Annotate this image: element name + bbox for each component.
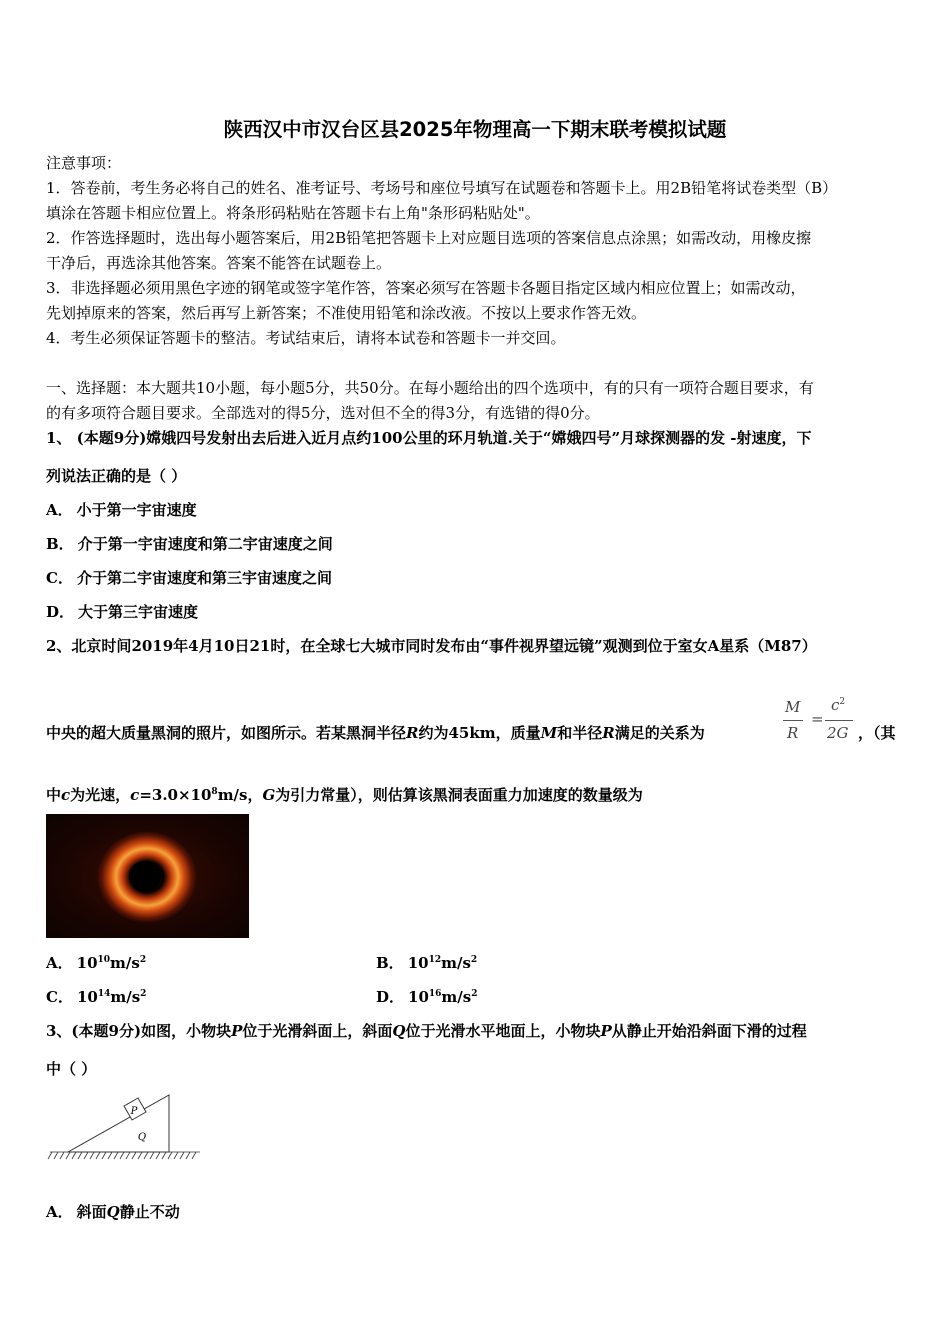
notice-line: 干净后，再选涂其他答案。答案不能答在试题卷上。	[46, 254, 392, 272]
question-2-stem-line3: 中c为光速，$c=3.0\times 10^8m/s$，G为引力常量），则估算该黑洞表面重力加速度的数量级为	[46, 786, 643, 804]
question-2-option-c: C． $10^{14}m/s^2$	[46, 988, 147, 1006]
mass-radius-formula	[783, 698, 855, 748]
formula-numerator-c: $c^2$	[831, 696, 846, 714]
formula-denominator-r: R	[787, 724, 799, 742]
notice-line: 4．考生必须保证答题卡的整洁。考试结束后，请将本试卷和答题卡一并交回。	[46, 329, 566, 347]
formula-equals: =	[811, 710, 824, 728]
notice-line: 1．答卷前，考生务必将自己的姓名、准考证号、考场号和座位号填写在试题卷和答题卡上。用2B铅笔将试卷类型（B）	[46, 179, 838, 197]
question-3-stem: 中（ ）	[46, 1060, 97, 1078]
block-p-label: P	[130, 1106, 138, 1117]
question-1-stem: 1、 (本题9分)嫦娥四号发射出去后进入近月点约100公里的环月轨道.关于“嫦娥四号”月球探测器的发 -射速度，下	[46, 429, 812, 447]
notice-line: 2．作答选择题时，选出每小题答案后，用2B铅笔把答题卡上对应题目选项的答案信息点涂黑；如需改动，用橡皮擦	[46, 229, 812, 247]
question-2-stem-tail: ，（其	[858, 724, 896, 742]
formula-numerator-m: M	[785, 698, 801, 716]
question-1-option-a: A． 小于第一宇宙速度	[46, 501, 197, 519]
question-2-option-a: A． $10^{10}m/s^2$	[46, 954, 147, 972]
question-1-option-b: B． 介于第一宇宙速度和第二宇宙速度之间	[46, 535, 333, 553]
question-1-option-c: C． 介于第二宇宙速度和第三宇宙速度之间	[46, 569, 332, 587]
incline-q-label: Q	[137, 1132, 147, 1143]
notice-line: 先划掉原来的答案，然后再写上新答案；不准使用铅笔和涂改液。不按以上要求作答无效。	[46, 304, 647, 322]
section-instructions: 的有多项符合题目要求。全部选对的得5分，选对但不全的得3分，有选错的得0分。	[46, 404, 600, 422]
notice-line: 3．非选择题必须用黑色字迹的钢笔或签字笔作答，答案必须写在答题卡各题目指定区域内相应位置上；如需改动，	[46, 279, 806, 297]
black-hole-image	[46, 814, 249, 938]
question-2-stem: 2、北京时间2019年4月10日21时，在全球七大城市同时发布由“事件视界望远镜”观测到位于室女A星系（M87）	[46, 637, 817, 655]
question-3-option-a: A． 斜面Q静止不动	[46, 1203, 180, 1221]
ground-hatching	[48, 1152, 200, 1159]
incline-diagram	[46, 1090, 204, 1162]
page-title: 陕西汉中市汉台区县2025年物理高一下期末联考模拟试题	[223, 118, 727, 141]
section-instructions: 一、选择题：本大题共10小题，每小题5分，共50分。在每小题给出的四个选项中，有的只有一项符合题目要求，有	[46, 379, 814, 397]
notice-heading: 注意事项：	[46, 154, 122, 172]
question-2-option-d: D． $10^{16}m/s^2$	[376, 988, 478, 1006]
question-1-stem: 列说法正确的是（ ）	[46, 467, 187, 485]
notice-line: 填涂在答题卡相应位置上。将条形码粘贴在答题卡右上角"条形码粘贴处"。	[46, 204, 540, 222]
question-1-option-d: D． 大于第三宇宙速度	[46, 603, 199, 621]
question-2-stem-line2: 中央的超大质量黑洞的照片，如图所示。若某黑洞半径R约为45km，质量M和半径R满足的关系为	[46, 724, 705, 742]
incline-q	[68, 1095, 169, 1152]
question-3-stem: 3、(本题9分)如图，小物块P位于光滑斜面上，斜面Q位于光滑水平地面上，小物块P从静止开始沿斜面下滑的过程	[46, 1022, 807, 1040]
question-2-option-b: B． $10^{12}m/s^2$	[376, 954, 478, 972]
formula-denominator-2g: 2G	[827, 724, 849, 742]
